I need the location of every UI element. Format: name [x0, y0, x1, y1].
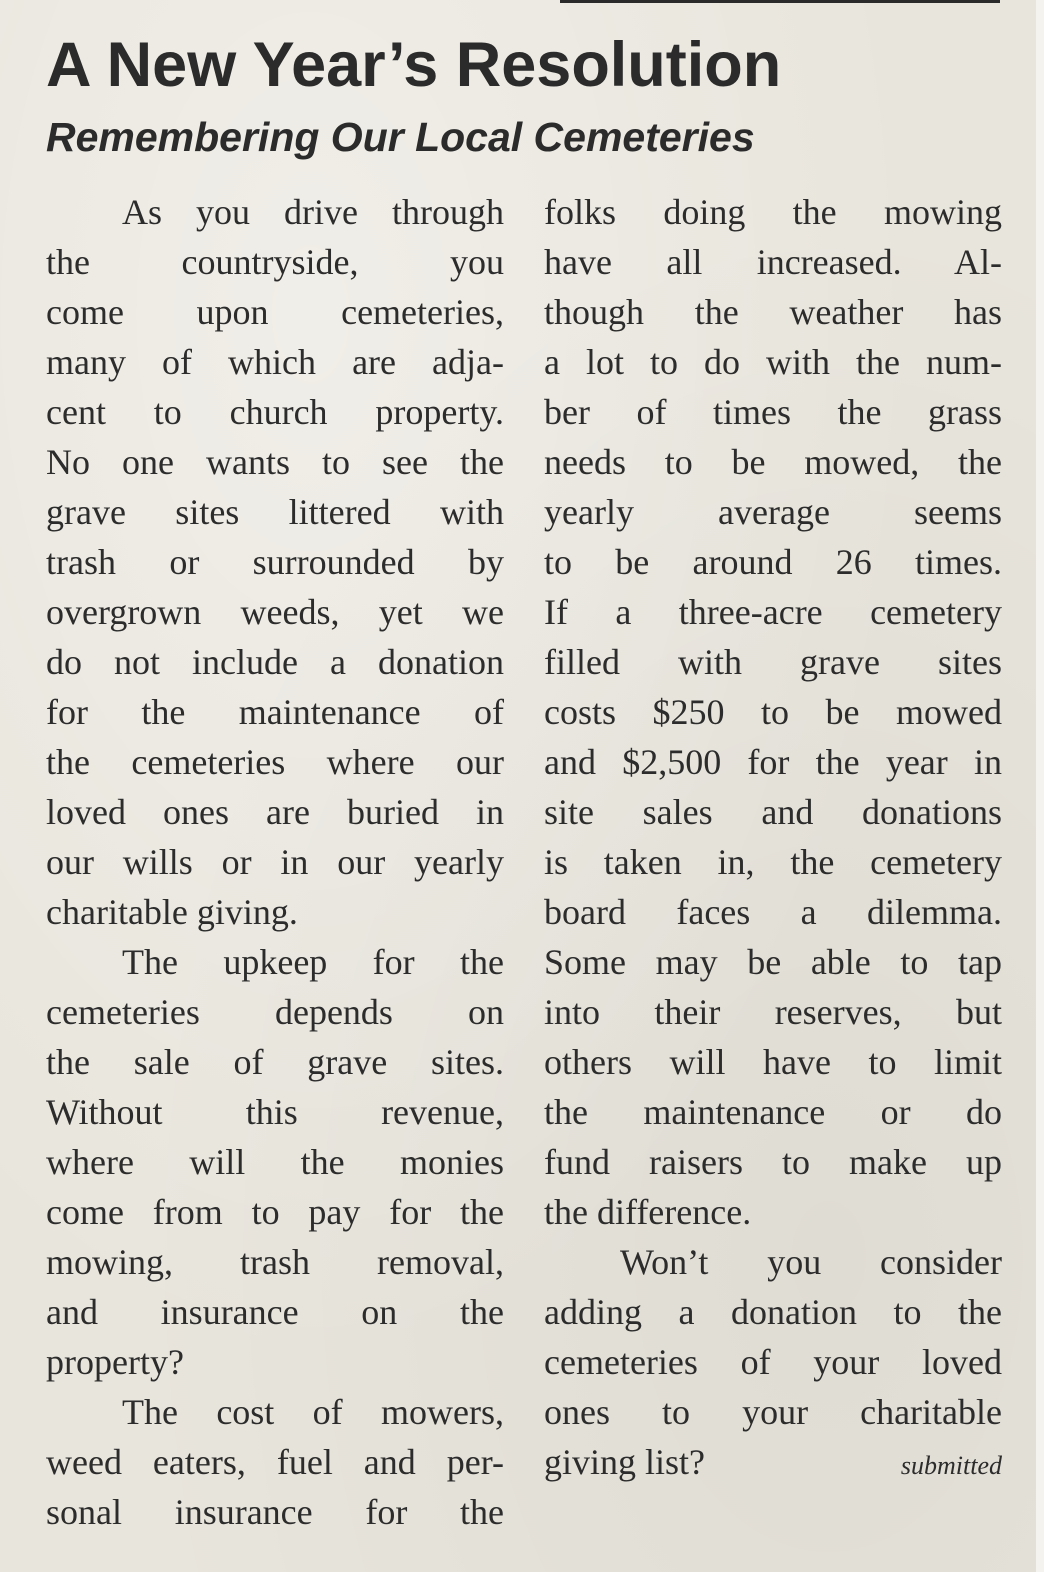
text-line: a lot to do with the num- — [544, 342, 1002, 382]
text-line: though the weather has — [544, 292, 1002, 332]
text-line: where will the monies — [46, 1142, 504, 1182]
left-column — [46, 187, 504, 1537]
headline: A New Year’s Resolution — [46, 30, 782, 100]
text-line: The upkeep for the — [122, 942, 504, 982]
text-line: our wills or in our yearly — [46, 842, 504, 882]
text-line: the countryside, you — [46, 242, 504, 282]
text-line: cent to church property. — [46, 392, 504, 432]
text-line: weed eaters, fuel and per- — [46, 1442, 504, 1482]
text-line: the cemeteries where our — [46, 742, 504, 782]
text-line: and $2,500 for the year in — [544, 742, 1002, 782]
text-line: and insurance on the — [46, 1292, 504, 1332]
text-line: the difference. — [544, 1192, 752, 1232]
top-rule-divider — [560, 0, 1000, 3]
text-line: ber of times the grass — [544, 392, 1002, 432]
text-line: needs to be mowed, the — [544, 442, 1002, 482]
text-line: fund raisers to make up — [544, 1142, 1002, 1182]
text-line: do not include a donation — [46, 642, 504, 682]
text-line: is taken in, the cemetery — [544, 842, 1002, 882]
text-line: grave sites littered with — [46, 492, 504, 532]
subheadline: Remembering Our Local Cemeteries — [46, 114, 755, 160]
text-line: As you drive through — [122, 192, 504, 232]
text-line: board faces a dilemma. — [544, 892, 1002, 932]
text-line: the sale of grave sites. — [46, 1042, 504, 1082]
text-line: charitable giving. — [46, 892, 298, 932]
text-line: costs $250 to be mowed — [544, 692, 1002, 732]
text-line: mowing, trash removal, — [46, 1242, 504, 1282]
text-line: ones to your charitable — [544, 1392, 1002, 1432]
text-line: into their reserves, but — [544, 992, 1002, 1032]
text-line: the maintenance or do — [544, 1092, 1002, 1132]
text-line: trash or surrounded by — [46, 542, 504, 582]
text-line: for the maintenance of — [46, 692, 504, 732]
text-line: to be around 26 times. — [544, 542, 1002, 582]
text-line: overgrown weeds, yet we — [46, 592, 504, 632]
text-line: come upon cemeteries, — [46, 292, 504, 332]
text-line: Won’t you consider — [620, 1242, 1002, 1282]
text-line: loved ones are buried in — [46, 792, 504, 832]
text-line: others will have to limit — [544, 1042, 1002, 1082]
text-line: site sales and donations — [544, 792, 1002, 832]
text-line: Without this revenue, — [46, 1092, 504, 1132]
right-column — [544, 187, 1002, 1487]
text-line: adding a donation to the — [544, 1292, 1002, 1332]
text-line: sonal insurance for the — [46, 1492, 504, 1532]
text-line: have all increased. Al- — [544, 242, 1002, 282]
submitted-credit: submitted — [900, 1451, 1002, 1480]
text-line: many of which are adja- — [46, 342, 504, 382]
text-line-final — [544, 1437, 1002, 1487]
text-line: folks doing the mowing — [544, 192, 1002, 232]
text-line: property? — [46, 1342, 184, 1382]
text-line: If a three-acre cemetery — [544, 592, 1002, 632]
text-line: Some may be able to tap — [544, 942, 1002, 982]
text-line: yearly average seems — [544, 492, 1002, 532]
text-line: come from to pay for the — [46, 1192, 504, 1232]
text-line: No one wants to see the — [46, 442, 504, 482]
text-line: The cost of mowers, — [122, 1392, 504, 1432]
text-line: cemeteries of your loved — [544, 1342, 1002, 1382]
text-line: filled with grave sites — [544, 642, 1002, 682]
text-line: giving list? — [544, 1442, 705, 1482]
text-line: cemeteries depends on — [46, 992, 504, 1032]
